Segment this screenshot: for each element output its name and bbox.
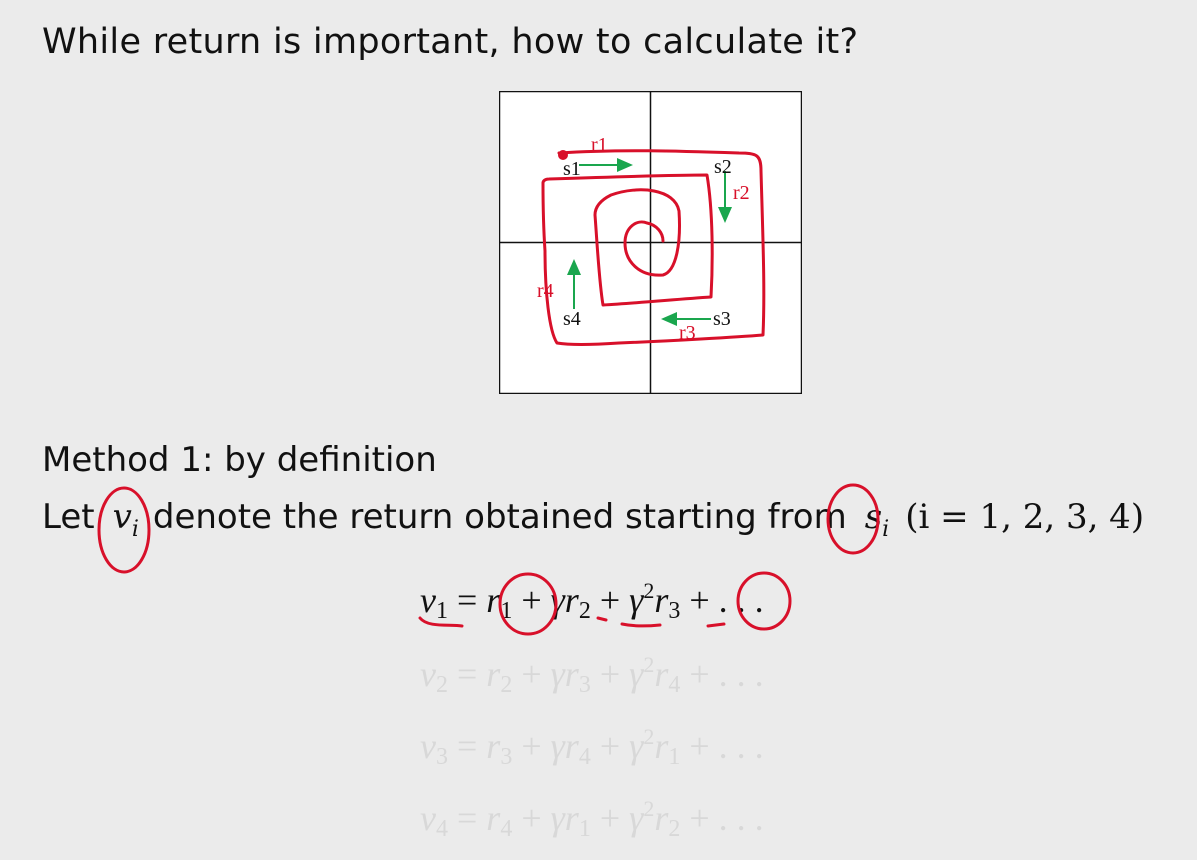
eq3-gamma: γ bbox=[629, 726, 644, 766]
eq4-term1-sub: 4 bbox=[500, 816, 513, 842]
eq1-gamma: γ bbox=[629, 580, 644, 620]
eq1-term2-sub: 2 bbox=[578, 598, 591, 624]
equation-v2: $v_2 = r_2 + \gamma r_3 + \gamma^2r_4$ + . . . bbox=[420, 652, 764, 698]
eq3-term1: r bbox=[486, 726, 501, 766]
eq4-term3-sub: 2 bbox=[668, 816, 681, 842]
eq2-tail: + . . . bbox=[689, 654, 764, 694]
s-subscript: i bbox=[882, 516, 890, 542]
eq4-term1: r bbox=[486, 798, 501, 838]
state-label-s4: s4 bbox=[563, 308, 581, 330]
eq2-term3-sub: 4 bbox=[668, 672, 681, 698]
eq1-term2: γr bbox=[550, 580, 579, 620]
grid-world-diagram bbox=[499, 91, 802, 394]
eq2-term3: r bbox=[654, 654, 669, 694]
definition-line bbox=[42, 497, 1144, 542]
state-label-s3: s3 bbox=[713, 308, 731, 330]
let-word: Let bbox=[42, 497, 95, 537]
eq1-term1: r bbox=[486, 580, 501, 620]
eq3-term2: γr bbox=[550, 726, 579, 766]
eq3-lhs-sub: 3 bbox=[435, 744, 448, 770]
v-letter: v bbox=[112, 497, 132, 537]
eq4-lhs: v bbox=[420, 798, 436, 838]
eq4-gamma: γ bbox=[629, 798, 644, 838]
eq3-power: 2 bbox=[643, 724, 655, 749]
equation-v4: $v_4 = r_4 + \gamma r_1 + \gamma^2r_2$ + . . . bbox=[420, 796, 764, 842]
index-range: (i = 1, 2, 3, 4) bbox=[905, 497, 1145, 537]
state-label-s2: s2 bbox=[714, 156, 732, 178]
eq3-term3: r bbox=[654, 726, 669, 766]
eq3-term2-sub: 4 bbox=[578, 744, 591, 770]
reward-label-r4: r4 bbox=[537, 280, 554, 302]
definition-text: denote the return obtained starting from bbox=[152, 497, 847, 537]
eq4-lhs-sub: 4 bbox=[435, 816, 448, 842]
grid-svg bbox=[499, 91, 802, 394]
eq2-term1-sub: 2 bbox=[500, 672, 513, 698]
eq2-term2-sub: 3 bbox=[578, 672, 591, 698]
eq1-power: 2 bbox=[643, 578, 655, 603]
eq1-lhs: v bbox=[420, 580, 436, 620]
s-i-symbol bbox=[865, 497, 890, 542]
eq4-term3: r bbox=[654, 798, 669, 838]
eq2-power: 2 bbox=[643, 652, 655, 677]
eq1-tail: + . . . bbox=[689, 580, 764, 620]
v-subscript: i bbox=[131, 516, 139, 542]
s-letter: s bbox=[864, 497, 883, 537]
eq3-lhs: v bbox=[420, 726, 436, 766]
reward-label-r3: r3 bbox=[679, 322, 696, 344]
slide-title: While return is important, how to calculate it? bbox=[42, 22, 859, 62]
equation-v1: $v_1 = r_1 + \gamma r_2 + \gamma^2r_3$ + . . . bbox=[420, 578, 764, 624]
eq2-lhs-sub: 2 bbox=[435, 672, 448, 698]
reward-label-r2: r2 bbox=[733, 182, 750, 204]
eq4-term2: γr bbox=[550, 798, 579, 838]
eq3-tail: + . . . bbox=[689, 726, 764, 766]
eq1-term1-sub: 1 bbox=[500, 598, 513, 624]
state-label-s1: s1 bbox=[563, 158, 581, 180]
eq2-term1: r bbox=[486, 654, 501, 694]
eq1-lhs-sub: 1 bbox=[435, 598, 448, 624]
eq3-term1-sub: 3 bbox=[500, 744, 513, 770]
v-i-symbol bbox=[113, 497, 139, 542]
method-heading: Method 1: by definition bbox=[42, 440, 437, 480]
eq2-gamma: γ bbox=[629, 654, 644, 694]
eq2-lhs: v bbox=[420, 654, 436, 694]
eq3-term3-sub: 1 bbox=[668, 744, 681, 770]
eq2-term2: γr bbox=[550, 654, 579, 694]
eq4-term2-sub: 1 bbox=[578, 816, 591, 842]
eq4-power: 2 bbox=[643, 796, 655, 821]
eq1-term3-sub: 3 bbox=[668, 598, 681, 624]
reward-label-r1: r1 bbox=[591, 134, 608, 156]
eq4-tail: + . . . bbox=[689, 798, 764, 838]
equation-v3: $v_3 = r_3 + \gamma r_4 + \gamma^2r_1$ + . . . bbox=[420, 724, 764, 770]
eq1-term3: r bbox=[654, 580, 669, 620]
